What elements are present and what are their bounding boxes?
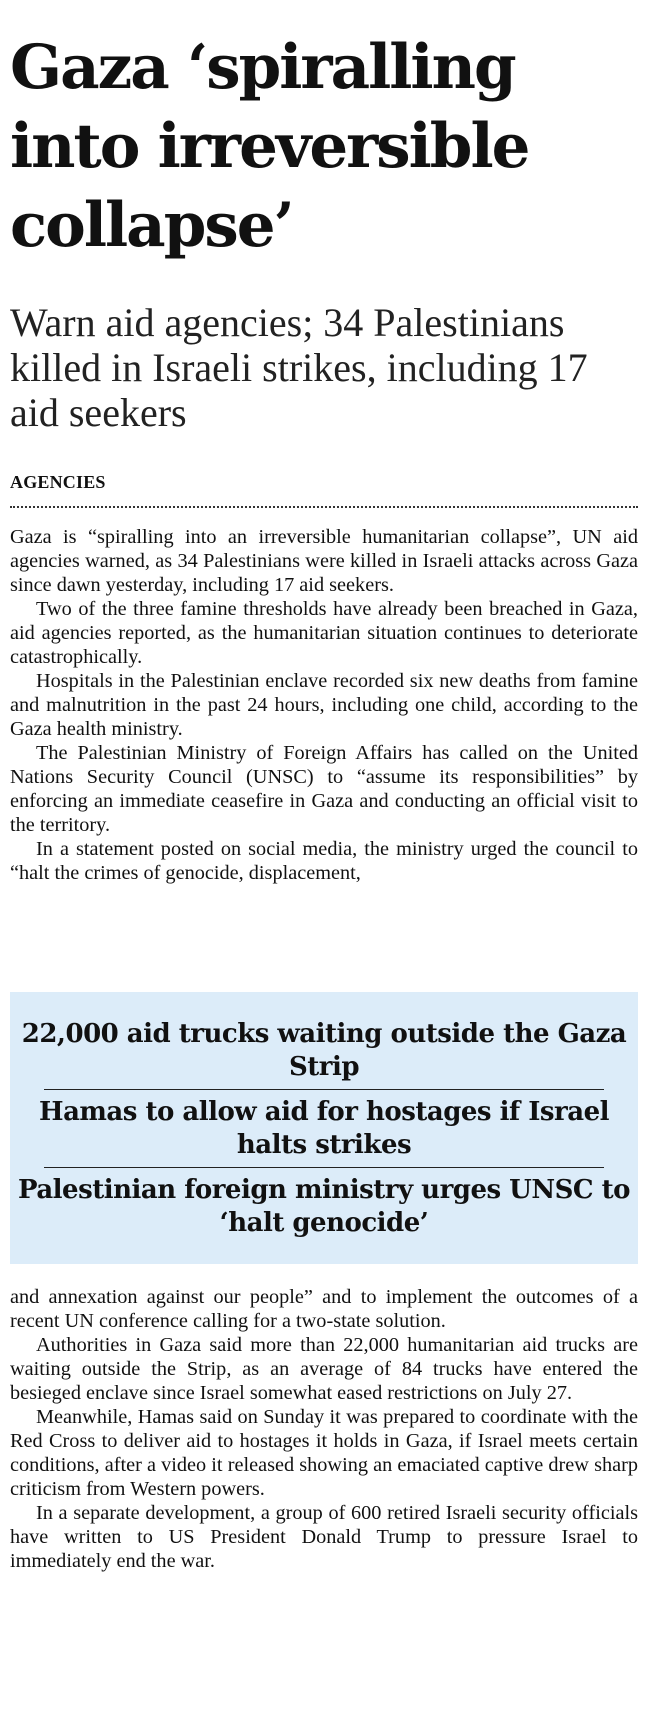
paragraph: Meanwhile, Hamas said on Sunday it was prepared to coordinate with the Red Cross to deliver aid to hostages it holds in Gaza, if Israel meets certain conditions, after a video it released showing an emaciated captive drew sharp criticism from Western powers.: [10, 1406, 638, 1500]
article-body-top: [10, 525, 638, 885]
highlight-item: 22,000 aid trucks waiting outside the Gaza Strip: [21, 1019, 627, 1082]
paragraph: The Palestinian Ministry of Foreign Affairs has called on the United Nations Security Council (UNSC) to “assume its responsibilities” by enforcing an immediate ceasefire in Gaza and conducting an official visit to the territory.: [10, 742, 638, 836]
dotted-divider: [10, 506, 638, 508]
highlight-item: Hamas to allow aid for hostages if Israel halts strikes: [39, 1097, 609, 1160]
paragraph: In a separate development, a group of 600 retired Israeli security officials have written to US President Donald Trump to pressure Israel to immediately end the war.: [10, 1502, 638, 1572]
paragraph: Hospitals in the Palestinian enclave recorded six new deaths from famine and malnutrition in the past 24 hours, including one child, according to the Gaza health ministry.: [10, 670, 638, 740]
highlights-box: [10, 992, 638, 1264]
paragraph: Two of the three famine thresholds have already been breached in Gaza, aid agencies reported, as the humanitarian situation continues to deteriorate catastrophically.: [10, 598, 638, 668]
paragraph: In a statement posted on social media, the ministry urged the council to “halt the crimes of genocide, displacement,: [10, 838, 638, 884]
article-body-bottom: [10, 1285, 638, 1573]
paragraph: Gaza is “spiralling into an irreversible humanitarian collapse”, UN aid agencies warned, as 34 Palestinians were killed in Israeli attacks across Gaza since dawn yesterday, including 17 aid seekers.: [10, 526, 638, 596]
paragraph: Authorities in Gaza said more than 22,000 humanitarian aid trucks are waiting outside the Strip, as an average of 84 trucks have entered the besieged enclave since Israel somewhat eased restrictions on July 27.: [10, 1334, 638, 1404]
paragraph: and annexation against our people” and to implement the outcomes of a recent UN conference calling for a two-state solution.: [10, 1286, 638, 1332]
headline: Gaza ‘spiralling into irreversible collapse’: [10, 32, 529, 261]
subheadline: Warn aid agencies; 34 Palestinians killed in Israeli strikes, including 17 aid seekers: [10, 300, 588, 435]
highlight-item: Palestinian foreign ministry urges UNSC to ‘halt genocide’: [17, 1175, 630, 1238]
highlight-divider: [44, 1089, 604, 1090]
highlight-divider: [44, 1167, 604, 1168]
byline: AGENCIES: [10, 472, 106, 492]
